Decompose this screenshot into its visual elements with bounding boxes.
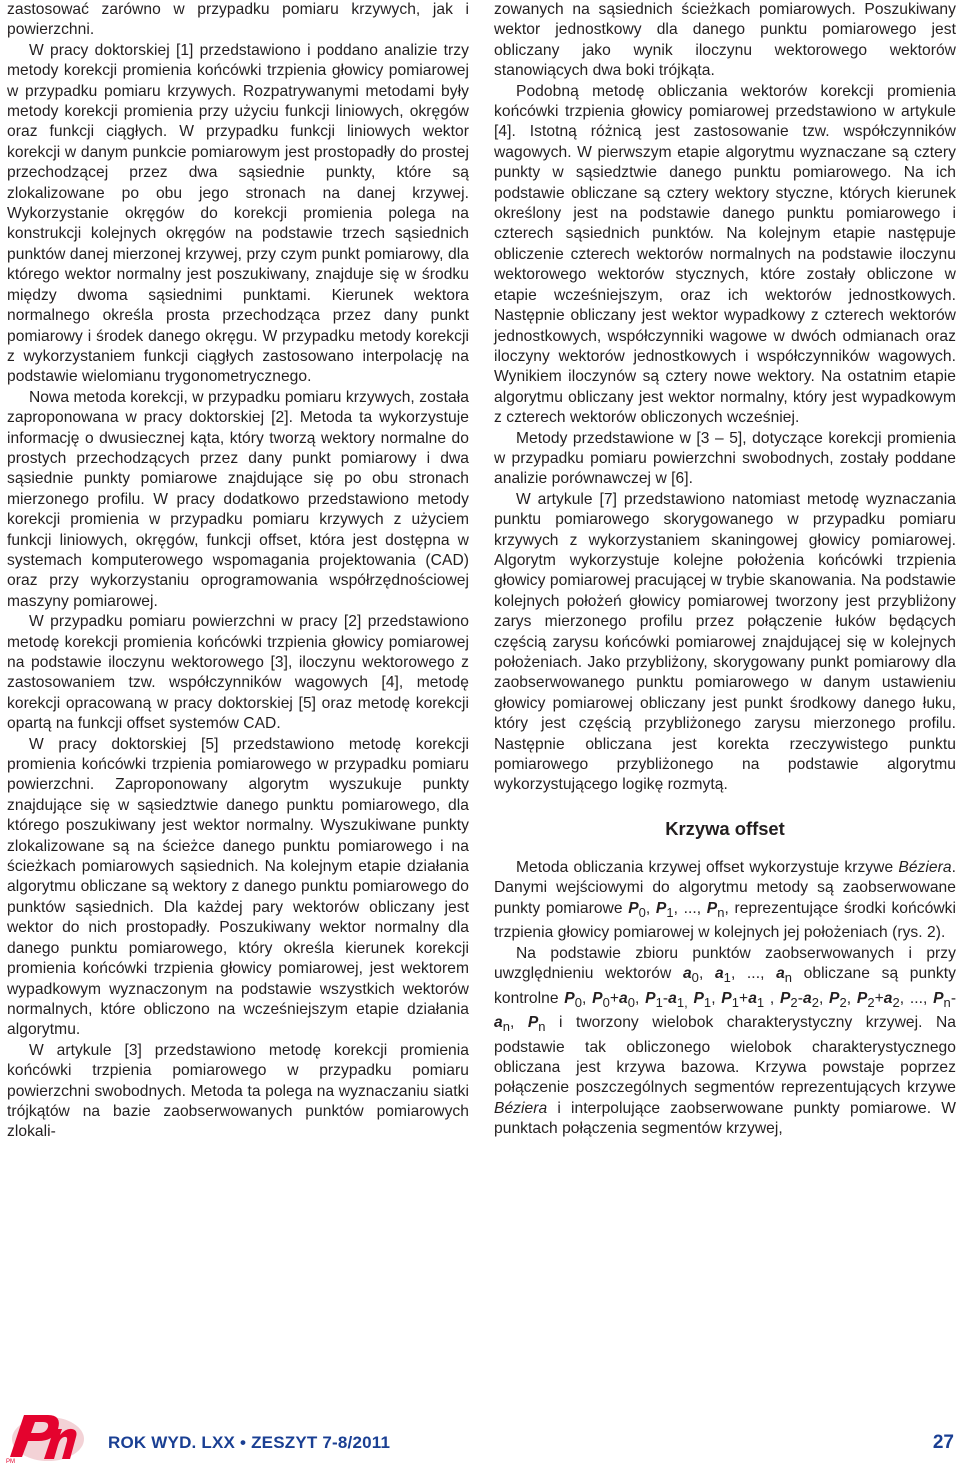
text-span: . Danymi wejściowymi do algorytmu metody są zaobserwowane punkty pomiarowe <box>494 858 956 917</box>
italic-text: Béziera <box>898 858 952 876</box>
left-column <box>7 0 469 1143</box>
paragraph <box>494 858 956 944</box>
text-span: Na podstawie zbioru punktów zaobserwowanych i przy uwzględnieniu wektorów <box>494 944 956 982</box>
journal-logo <box>4 1407 84 1465</box>
paragraph: W przypadku pomiaru powierzchni w pracy [2] przedstawiono metodę korekcji promienia końcówki trzpienia głowicy pomiarowej na podstawie iloczynu wektorowego [3], iloczynu wektorowego z zastosowaniem tzw. współczynników wagowych [4], metodę korekcji opracowaną w pracy doktorskiej [5] oraz metodę korekcji opartą na funkcji offset systemów CAD. <box>7 613 469 733</box>
paragraph: zastosować zarówno w przypadku pomiaru krzywych, jak i powierzchni. <box>7 1 469 39</box>
text-span: obliczane są punkty kontrolne <box>494 964 957 1007</box>
math-control-points: $P_0$, $P_0+a_0$, $P_1-a_{1,}$ $P_1$, $P_1+a_1$ , $P_2-a_2$, $P_2$, $P_2+a_2$, ..., $P_n-a_n$, $P_n$ <box>494 989 957 1035</box>
right-column <box>494 0 956 1140</box>
paragraph: Nowa metoda korekcji, w przypadku pomiaru krzywych, została zaproponowana w pracy doktorskiej [2]. Metoda ta wykorzystuje informację o dwusiecznej kąta, który tworzą wektory normalne do prostych przechodzących przez dany punkt pomiarowy i dwa sąsiednie punkty pomiarowe znajdujące się po obu stronach mierzonego profilu. W pracy dodatkowo przedstawiono metody korekcji promienia w przypadku pomiaru krzywych z użyciem funkcji liniowych, okręgów, funkcji offset, która jest dostępna w systemach komputerowego wspomagania projektowania (CAD) oraz przy wykorzystaniu oprogramowania współrzędnościowej maszyny pomiarowej. <box>7 388 469 610</box>
math-points: $P_0$, $P_1$, ..., $P_n$ <box>628 899 725 920</box>
logo-lettering: PM <box>6 1459 15 1465</box>
paragraph: Metody przedstawione w [3 – 5], dotyczące korekcji promienia w przypadku pomiaru powierzchni swobodnych, zostały poddane analizie porównawczej w [6]. <box>494 429 956 488</box>
paragraph: W pracy doktorskiej [1] przedstawiono i poddano analizie trzy metody korekcji promienia końcówki trzpienia głowicy pomiarowej w przypadku pomiaru krzywych. Rozpatrywanymi metodami były metody korekcji promienia przy użyciu funkcji liniowych, okręgów oraz funkcji ciągłych. W przypadku funkcji liniowych wektor korekcji w danym punkcie pomiarowym jest prostopadły do prostej przechodzącej przez dwa sąsiednie punkty, które są zlokalizowane po obu jego stronach na danej krzywej. Wykorzystanie okręgów do korekcji promienia polega na konstrukcji kolejnych okręgów na podstawie trzech sąsiednich punktów danej mierzonej krzywej, przy czym punkt pomiarowy, dla którego wektor normalny jest poszukiwany, znajduje się w środku między dwoma sąsiednimi punktami. Kierunek wektora normalnego określa prosta przechodząca przez dany punkt pomiarowy i środek danego okręgu. W przypadku metody korekcji z wykorzystaniem funkcji ciągłych zastosowano interpolację na podstawie wielomianu trygonometrycznego. <box>7 41 469 386</box>
paragraph: Podobną metodę obliczania wektorów korekcji promienia końcówki trzpienia głowicy pomiarowej przedstawiono w artykule [4]. Istotną różnicą jest zastosowanie tzw. współczynników wagowych. W pierwszym etapie algorytmu wyznaczane są cztery punkty w sąsiedztwie danego punktu pomiarowego. Na ich podstawie obliczane są cztery wektory styczne, których kierunek określony jest na podstawie danego punktu pomiarowego i czterech sąsiednich punktów. Na kolejnym etapie następuje obliczenie czterech wektorów normalnych na podstawie iloczynu wektorowego wektorów stycznych, które zostały obliczone w etapie wcześniejszym, oraz ich wektorów jednostkowych. Następnie obliczany jest wektor wypadkowy z czterech wektorów jednostkowych, współczynniki wagowe w dwóch odmianach oraz iloczyny wektorów jednostkowych i współczynników wagowych. Wynikiem iloczynów są cztery nowe wektory. Na ostatnim etapie algorytmu obliczany jest wektor normalny, który jest wypadkowym z czterech wektorów obliczonych wcześniej. <box>494 82 956 427</box>
text-span: i tworzony wielobok charakterystyczny krzywej. Na podstawie tak obliczonego wielobok charakterystycznego obliczana jest krzywa bazowa. Krzywa powstaje poprzez połączenie poszczególnych segmentów reprezentujących krzywe <box>494 1014 956 1097</box>
paragraph: zowanych na sąsiednich ścieżkach pomiarowych. Poszukiwany wektor jednostkowy dla danego punktu pomiarowego jest obliczany jako wynik iloczynu wektorowego wektorów stanowiących dwa boki trójkąta. <box>494 1 956 80</box>
math-vectors: $a_0$, $a_1$, ..., $a_n$ <box>682 964 793 986</box>
text-span: , reprezentujące środki końcówki trzpienia głowicy pomiarowej w kolejnych jej położeniach (rys. 2). <box>494 899 956 942</box>
paragraph: W artykule [7] przedstawiono natomiast metodę wyznaczania punktu pomiarowego skorygowanego w przypadku pomiaru krzywych z wykorzystaniem skaningowej głowicy pomiarowej. Algorytm wykorzystuje kolejne położenia końcówki trzpienia głowicy pomiarowej pracującej w trybie skanowania. Na podstawie kolejnych położeń głowicy pomiarowej tworzony jest przybliżony zarys mierzonego profilu przez połączenie łuków będących częścią zarysu końcówki pomiarowej znajdującej się w kolejnych położeniach. Jako przybliżony, skorygowany punkt pomiarowy dla zaobserwowanego punktu pomiarowego w danym ustawieniu głowicy pomiarowej obliczany jest punkt środkowy danego łuku, który jest częścią przybliżonego zarysu mierzonego profilu. Następnie obliczana jest korekta rzeczywistego punktu pomiarowego przybliżonego na podstawie algorytmu wykorzystującego logikę rozmytą. <box>494 490 956 794</box>
italic-text: Béziera <box>494 1099 548 1117</box>
page-footer <box>0 1405 960 1465</box>
page-number: 27 <box>932 1432 954 1453</box>
section-heading: Krzywa offset <box>665 817 785 839</box>
paragraph: W pracy doktorskiej [5] przedstawiono metodę korekcji promienia końcówki trzpienia pomiarowego w przypadku pomiaru powierzchni. Zaproponowany algorytm wyszukuje punkty znajdujące się w sąsiedztwie danego punktu pomiarowego, dla którego poszukiwany jest wektor normalny. Wyszukiwane punkty zlokalizowane są na ścieżce danego punktu pomiarowego i na ścieżkach pomiarowych sąsiednich. Na kolejnym etapie działania algorytmu obliczane są wektory z danego punktu pomiarowego do punktów sąsiednich. Dla każdej pary wektorów obliczany jest wektor do nich prostopadły. Poszukiwany wektor normalny dla danego punktu pomiarowego, który określa kierunek korekcji promienia końcówki trzpienia głowicy pomiarowej, jest wektorem wypadkowym wyznaczonym na podstawie wszystkich wektorów normalnych, które obliczono na wcześniejszym etapie działania algorytmu. <box>7 735 469 1039</box>
text-span: Metoda obliczania krzywej offset wykorzystuje krzywe <box>516 858 899 876</box>
text-span: i interpolujące zaobserwowane punkty pomiarowe. W punktach połączenia segmentów krzywej, <box>494 1099 956 1138</box>
journal-issue-text: ROK WYD. LXX • ZESZYT 7-8/2011 <box>108 1433 391 1452</box>
paragraph <box>494 944 956 1140</box>
paragraph: W artykule [3] przedstawiono metodę korekcji promienia końcówki trzpienia pomiarowego w przypadku pomiaru powierzchni swobodnych. Metoda ta polega na wyznaczaniu siatki trójkątów na bazie zaobserwowanych punktów pomiarowych zlokali- <box>7 1041 469 1141</box>
